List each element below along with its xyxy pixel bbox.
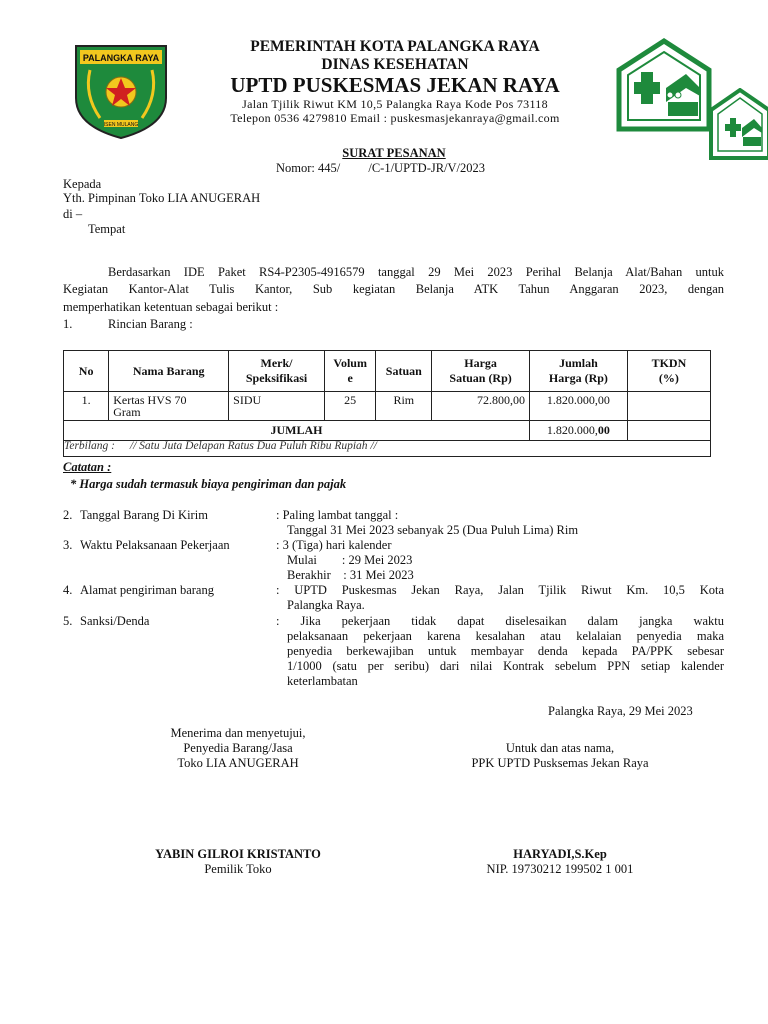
cell-tkdn <box>627 392 710 421</box>
terbilang-box <box>63 440 711 457</box>
term-value-line: : Jika pekerjaan tidak dapat diselesaikan dalam jangka waktu <box>276 614 724 628</box>
letter-number: Nomor: 445/ /C-1/UPTD-JR/V/2023 <box>276 161 486 175</box>
term-label: Sanksi/Denda <box>80 614 150 628</box>
signature-left-line3: Toko LIA ANUGERAH <box>177 756 299 770</box>
term-label: Tanggal Barang Di Kirim <box>80 508 208 522</box>
cell-merk: SIDU <box>229 392 325 421</box>
terbilang-label: Terbilang : <box>64 440 116 452</box>
recipient-name: Yth. Pimpinan Toko LIA ANUGERAH <box>63 191 261 205</box>
header-merk: Merk/ Speksifikasi <box>229 351 325 392</box>
table-header-row <box>64 351 711 392</box>
table-row <box>64 392 711 421</box>
term-label: Waktu Pelaksanaan Pekerjaan <box>80 538 230 552</box>
recipient-kepada: Kepada <box>63 177 102 191</box>
term-number: 5. <box>63 614 73 628</box>
term-value-line: : Paling lambat tanggal : <box>276 508 399 522</box>
puskesmas-logo-large <box>616 38 712 132</box>
term-value-line: Berakhir : 31 Mei 2023 <box>287 568 414 582</box>
signer-left-title: Pemilik Toko <box>204 862 272 876</box>
institution-name: UPTD PUSKESMAS JEKAN RAYA <box>230 73 560 97</box>
term-value-line: penyedia berkewajiban untuk membayar denda kepada PA/PPK sebesar <box>287 644 724 658</box>
body-paragraph-line3: memperhatikan ketentuan sebagai berikut : <box>63 300 279 314</box>
puskesmas-logo-small <box>709 88 768 160</box>
term-label: Alamat pengiriman barang <box>80 583 214 597</box>
address-line: Jalan Tjilik Riwut KM 10,5 Palangka Raya Kode Pos 73118 <box>242 97 548 111</box>
catatan-label: Catatan : <box>63 460 112 474</box>
contact-line: Telepon 0536 4279810 Email : puskesmasjekanraya@gmail.com <box>230 111 560 125</box>
cell-nama-barang: Kertas HVS 70 Gram <box>109 392 229 421</box>
item-label: Rincian Barang : <box>108 317 193 331</box>
header-volume: Volum e <box>324 351 376 392</box>
total-value: 1.820.000,00 <box>530 421 628 441</box>
term-value-line: : UPTD Puskesmas Jekan Raya, Jalan Tjilik Riwut Km. 10,5 Kota <box>276 583 724 597</box>
term-number: 4. <box>63 583 73 597</box>
cell-satuan: Rim <box>376 392 432 421</box>
header-nama-barang: Nama Barang <box>109 351 229 392</box>
emblem-text: PALANGKA RAYA <box>82 53 160 63</box>
header-harga: Harga Satuan (Rp) <box>432 351 530 392</box>
catatan-note: * Harga sudah termasuk biaya pengiriman dan pajak <box>70 477 347 491</box>
cell-jumlah: 1.820.000,00 <box>530 392 628 421</box>
term-value-line: Tanggal 31 Mei 2023 sebanyak 25 (Dua Puluh Lima) Rim <box>287 523 579 537</box>
item-number: 1. <box>63 317 73 331</box>
header-no: No <box>64 351 109 392</box>
emblem-motto: ISEN MULANG <box>103 122 139 128</box>
recipient-di: di – <box>63 207 83 221</box>
term-value-line: Mulai : 29 Mei 2023 <box>287 553 413 567</box>
term-value-line: pelaksanaan pekerjaan karena kesalahan atau kelalaian penyedia maka <box>287 629 724 643</box>
term-value-line: keterlambatan <box>287 674 358 688</box>
government-name: PEMERINTAH KOTA PALANGKA RAYA <box>250 38 540 55</box>
department-name: DINAS KESEHATAN <box>321 56 469 73</box>
signer-left-name: YABIN GILROI KRISTANTO <box>155 847 321 861</box>
signer-right-name: HARYADI,S.Kep <box>513 847 607 861</box>
term-number: 2. <box>63 508 73 522</box>
total-label: JUMLAH <box>64 421 530 441</box>
signer-right-nip: NIP. 19730212 199502 1 001 <box>486 862 634 876</box>
header-jumlah: Jumlah Harga (Rp) <box>530 351 628 392</box>
signature-right-line2: PPK UPTD Pusksemas Jekan Raya <box>471 756 649 770</box>
city-emblem-logo <box>70 40 172 140</box>
signature-left-line2: Penyedia Barang/Jasa <box>183 741 293 755</box>
header-tkdn: TKDN (%) <box>627 351 710 392</box>
body-paragraph-line2: Kegiatan Kantor-Alat Tulis Kantor, Sub kegiatan Belanja ATK Tahun Anggaran 2023, dengan <box>63 282 724 296</box>
body-paragraph-line1: Berdasarkan IDE Paket RS4-P2305-4916579 tanggal 29 Mei 2023 Perihal Belanja Alat/Bahan untuk <box>108 265 724 279</box>
terbilang-text: // Satu Juta Delapan Ratus Dua Puluh Ribu Rupiah // <box>129 440 377 452</box>
signature-left-line1: Menerima dan menyetujui, <box>170 726 306 740</box>
term-value-line: : 3 (Tiga) hari kalender <box>276 538 392 552</box>
term-number: 3. <box>63 538 73 552</box>
letter-title: SURAT PESANAN <box>342 146 446 160</box>
term-value-line: Palangka Raya. <box>287 598 365 612</box>
table-total-row <box>64 421 711 441</box>
term-value-line: 1/1000 (satu per seribu) dari nilai Kontrak sebelum PPN setiap kalender <box>287 659 724 673</box>
total-empty-cell <box>627 421 710 441</box>
cell-volume: 25 <box>324 392 376 421</box>
place-date: Palangka Raya, 29 Mei 2023 <box>548 704 693 718</box>
header-satuan: Satuan <box>376 351 432 392</box>
items-table <box>63 350 711 441</box>
signature-right-line1: Untuk dan atas nama, <box>505 741 615 755</box>
cell-no: 1. <box>64 392 109 421</box>
cell-harga: 72.800,00 <box>432 392 530 421</box>
recipient-tempat: Tempat <box>88 222 126 236</box>
